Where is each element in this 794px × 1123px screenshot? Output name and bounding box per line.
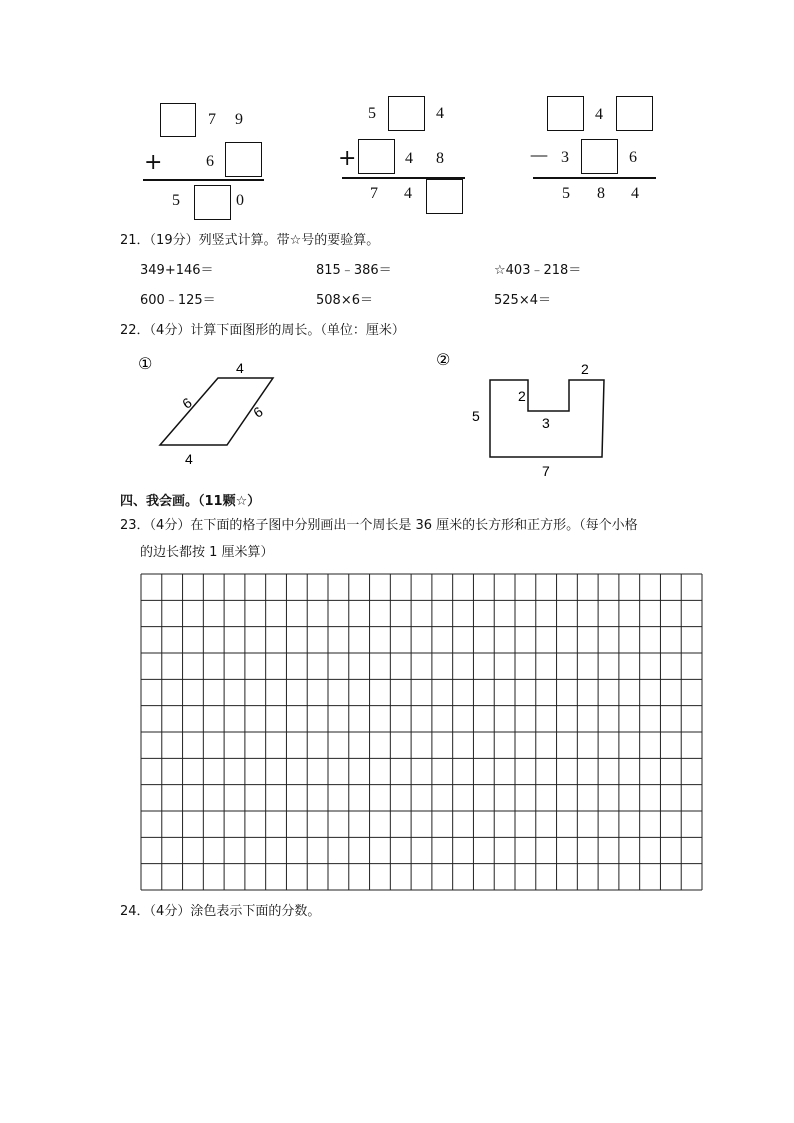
digit: 6 xyxy=(206,153,214,170)
digit: 4 xyxy=(405,150,413,167)
calc-item: 508×6＝ xyxy=(316,293,373,308)
digit: 4 xyxy=(404,185,412,202)
digit: 4 xyxy=(436,105,444,122)
calc-item: 525×4＝ xyxy=(494,293,551,308)
question-22-title: 22．（4分）计算下面图形的周长。（单位：厘米） xyxy=(120,323,405,338)
answer-box[interactable] xyxy=(581,139,618,174)
calc-item: 815﹣386＝ xyxy=(316,263,392,278)
answer-box[interactable] xyxy=(616,96,653,131)
difference-line xyxy=(533,177,656,179)
sum-line xyxy=(143,179,264,181)
digit: 4 xyxy=(595,106,603,123)
plus-sign: + xyxy=(144,150,163,175)
calc-item: ☆403﹣218＝ xyxy=(494,263,582,278)
answer-box[interactable] xyxy=(194,185,231,220)
answer-box[interactable] xyxy=(547,96,584,131)
question-24-title: 24．（4分）涂色表示下面的分数。 xyxy=(120,904,321,919)
label-left: 5 xyxy=(472,408,480,424)
digit: 0 xyxy=(236,192,244,209)
answer-box[interactable] xyxy=(426,179,463,214)
label-right: 6 xyxy=(250,403,266,421)
drawing-grid[interactable] xyxy=(140,573,703,891)
calc-item: 349+146＝ xyxy=(140,263,214,278)
label-inner-width: 3 xyxy=(542,415,550,431)
digit: 4 xyxy=(631,185,639,202)
label-top: 4 xyxy=(236,360,244,376)
figure-2-notched-rectangle xyxy=(430,345,630,480)
question-23-line-1: 23．（4分）在下面的格子图中分别画出一个周长是 36 厘米的长方形和正方形。（每个小格 xyxy=(120,518,638,533)
digit: 5 xyxy=(172,192,180,209)
label-top-right: 2 xyxy=(581,361,589,377)
digit: 7 xyxy=(208,111,216,128)
figure-marker: ① xyxy=(138,354,153,373)
plus-sign: + xyxy=(338,146,357,171)
question-23-line-2: 的边长都按 1 厘米算） xyxy=(140,545,274,560)
label-left: 6 xyxy=(179,394,195,412)
digit: 6 xyxy=(629,149,637,166)
digit: 5 xyxy=(368,105,376,122)
answer-box[interactable] xyxy=(225,142,262,177)
label-bottom: 7 xyxy=(542,463,550,479)
answer-box[interactable] xyxy=(358,139,395,174)
figure-1-parallelogram xyxy=(130,345,310,470)
answer-box[interactable] xyxy=(160,103,196,137)
section-4-title: 四、我会画。（11颗☆） xyxy=(120,494,261,509)
digit: 8 xyxy=(597,185,605,202)
label-inner-depth: 2 xyxy=(518,388,526,404)
figure-marker: ② xyxy=(436,350,451,369)
answer-box[interactable] xyxy=(388,96,425,131)
question-21-title: 21．（19分）列竖式计算。带☆号的要验算。 xyxy=(120,233,380,248)
digit: 8 xyxy=(436,150,444,167)
minus-sign: － xyxy=(528,145,551,170)
digit: 9 xyxy=(235,111,243,128)
label-bottom: 4 xyxy=(185,451,193,467)
digit: 5 xyxy=(562,185,570,202)
digit: 3 xyxy=(561,149,569,166)
digit: 7 xyxy=(370,185,378,202)
calc-item: 600﹣125＝ xyxy=(140,293,216,308)
